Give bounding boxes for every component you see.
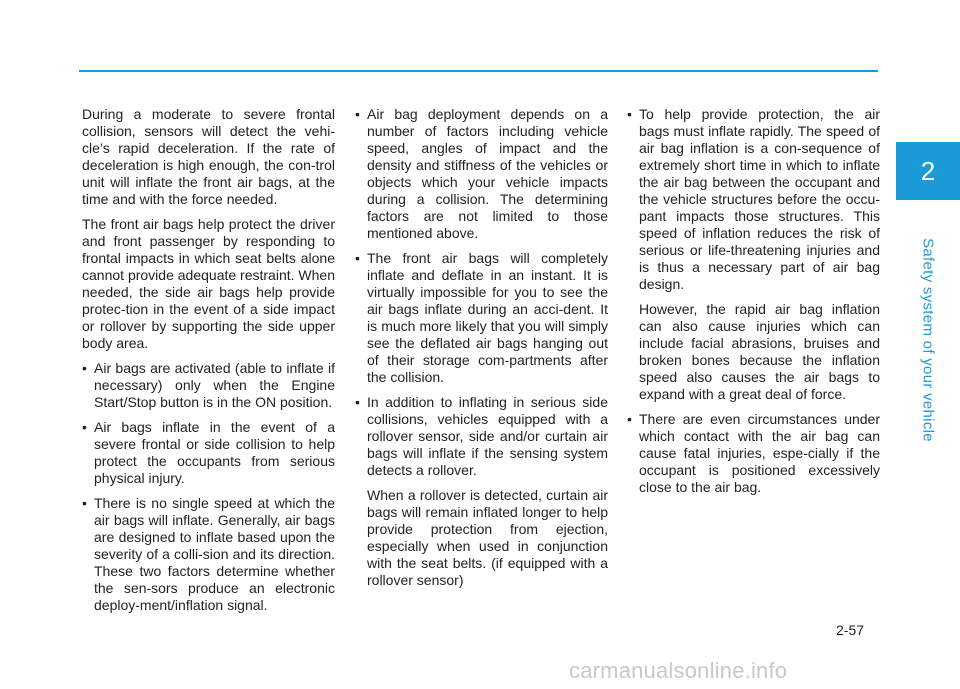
page-number: 2-57 bbox=[836, 622, 865, 638]
watermark-text: carmanualsonline.info bbox=[569, 658, 788, 683]
text-column-2 bbox=[355, 106, 608, 597]
bullet-item: • To help provide protection, the air bags must inflate rapidly. The speed of air bag inflation is a con-sequence of extremely short time in which to inflate the air bag between the occupant and the vehicle structures before the occu-pant impacts those structures. This speed of inflation reduces the risk of serious or life-threatening injuries and is thus a necessary part of air bag design. bbox=[627, 106, 880, 293]
bullet-item: • There is no single speed at which the air bags will inflate. Generally, air bags are designed to inflate based upon the severity of a colli-sion and its direction. These two factors determine whether the sen-sors produce an electronic deploy-ment/inflation signal. bbox=[82, 495, 335, 614]
bullet-item: • The front air bags will completely inflate and deflate in an instant. It is virtually impossible for you to see the air bags inflate during an acci-dent. It is much more likely that you will simply see the deflated air bags hanging out of their storage com-partments after the collision. bbox=[355, 250, 608, 386]
chapter-number-tab: 2 bbox=[896, 142, 960, 200]
text-column-1 bbox=[82, 106, 335, 622]
bullet-continuation: However, the rapid air bag inflation can also cause injuries which can include facial abrasions, bruises and broken bones because the inflation speed also causes the air bags to expand with a great deal of force. bbox=[639, 301, 880, 402]
text-column-3 bbox=[627, 106, 880, 504]
bullet-item: • There are even circumstances under which contact with the air bag can cause fatal injuries, espe-cially if the occupant is positioned excessively close to the air bag. bbox=[627, 411, 880, 496]
chapter-title: Safety system of your vehicle bbox=[919, 238, 937, 442]
bullet-continuation: When a rollover is detected, curtain air bags will remain inflated longer to help provide protection from ejection, especially when used in conjunction with the seat belts. (if equipped with a rollover sensor) bbox=[367, 487, 608, 588]
bullet-item: • Air bags are activated (able to inflate if necessary) only when the Engine Start/Stop button is in the ON position. bbox=[82, 360, 335, 411]
bullet-item: • Air bags inflate in the event of a severe frontal or side collision to help protect the occupants from serious physical injury. bbox=[82, 419, 335, 487]
header-rule bbox=[79, 70, 878, 72]
bullet-item: • Air bag deployment depends on a number of factors including vehicle speed, angles of impact and the density and stiffness of the vehicles or objects which your vehicle impacts during a collision. The determining factors are not limited to those mentioned above. bbox=[355, 106, 608, 242]
bullet-item: • In addition to inflating in serious side collisions, vehicles equipped with a rollover sensor, side and/or curtain air bags will inflate if the sensing system detects a rollover. bbox=[355, 394, 608, 479]
body-paragraph: The front air bags help protect the driver and front passenger by responding to frontal impacts in which seat belts alone cannot provide adequate restraint. When needed, the side air bags help provide protec-tion in the event of a side impact or rollover by supporting the side upper body area. bbox=[82, 216, 335, 351]
body-paragraph: During a moderate to severe frontal collision, sensors will detect the vehi-cle’s rapid deceleration. If the rate of deceleration is high enough, the con-trol unit will inflate the front air bags, at the time and with the force needed. bbox=[82, 106, 335, 207]
